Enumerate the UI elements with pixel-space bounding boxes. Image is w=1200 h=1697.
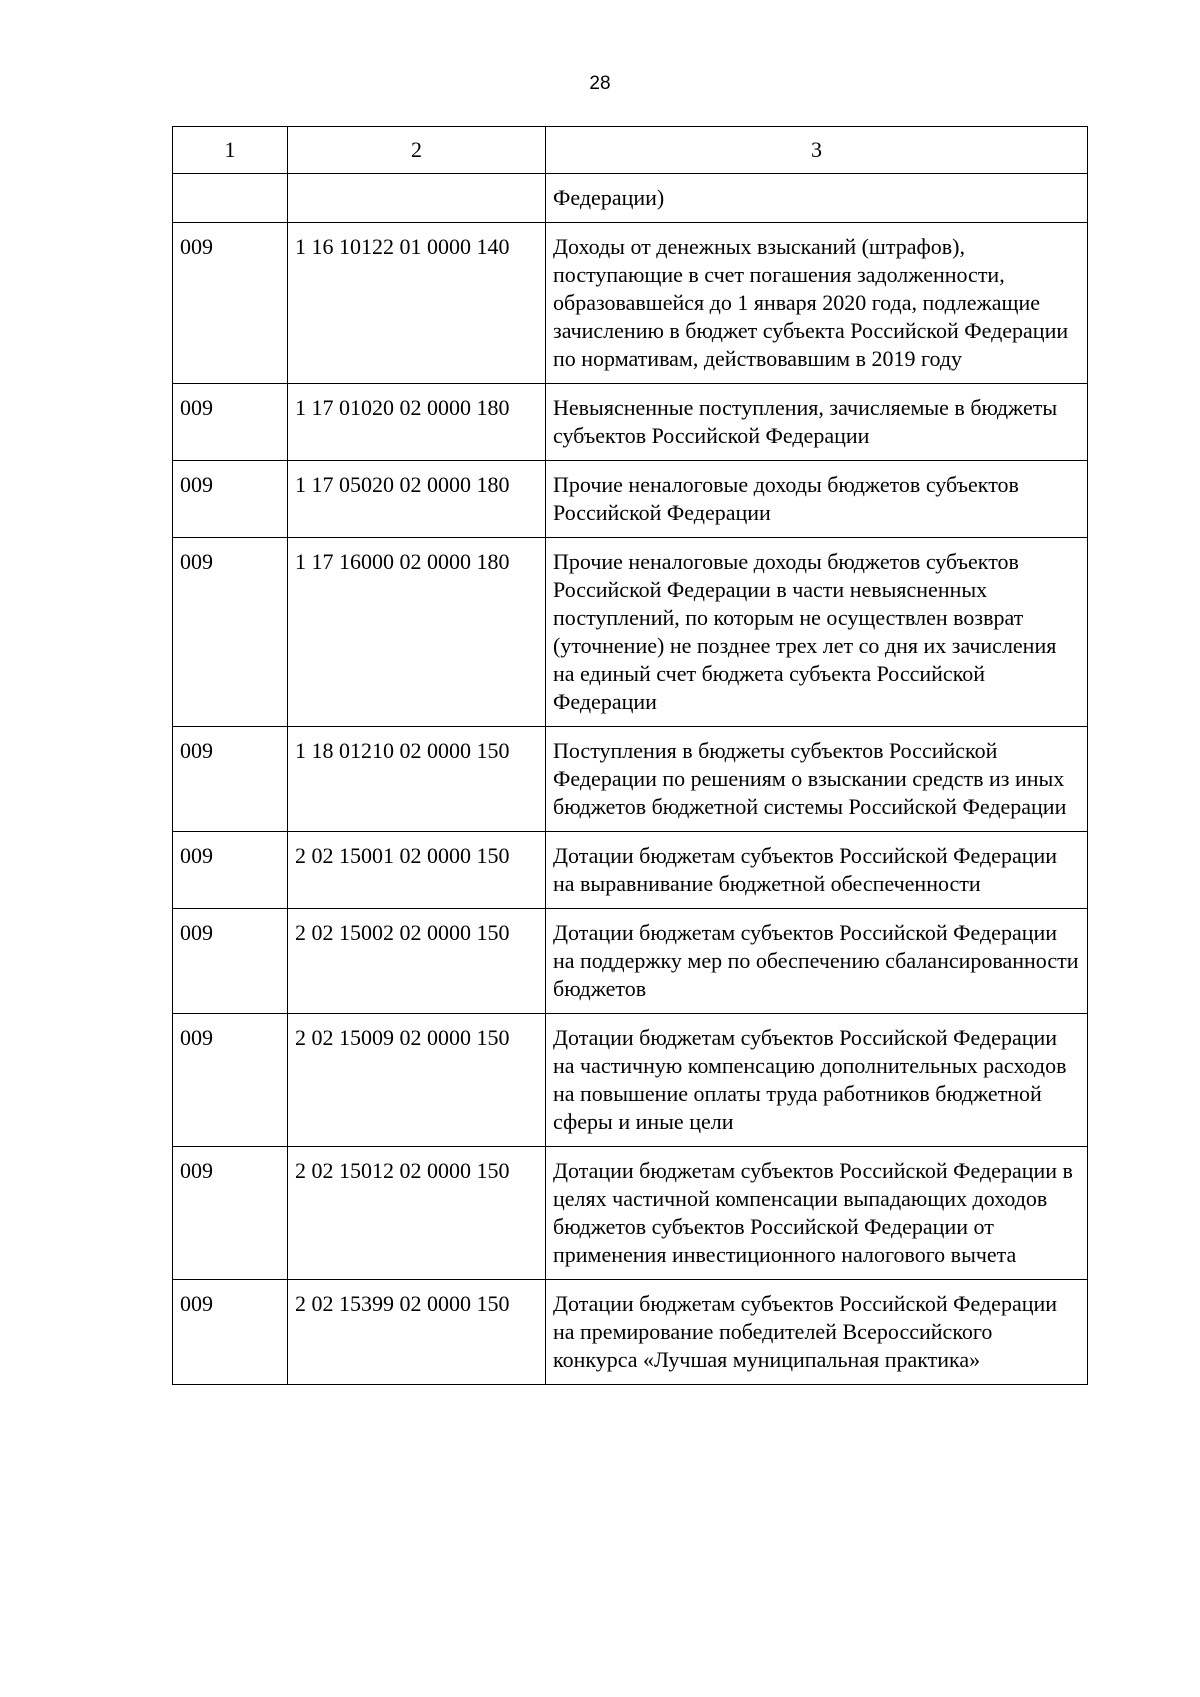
budget-code-cell: 2 02 15012 02 0000 150 <box>288 1147 546 1280</box>
description-cell: Дотации бюджетам субъектов Российской Федерации в целях частичной компенсации выпадающих доходов бюджетов субъектов Российской Федерации от применения инвестиционного налогового вычета <box>546 1147 1088 1280</box>
column-header-2: 2 <box>288 127 546 174</box>
admin-code-cell: 009 <box>173 1147 288 1280</box>
description-cell: Дотации бюджетам субъектов Российской Федерации на премирование победителей Всероссийского конкурса «Лучшая муниципальная практика» <box>546 1280 1088 1385</box>
admin-code-cell: 009 <box>173 1280 288 1385</box>
budget-code-cell: 1 17 01020 02 0000 180 <box>288 384 546 461</box>
budget-code-cell: 2 02 15002 02 0000 150 <box>288 909 546 1014</box>
admin-code-cell: 009 <box>173 909 288 1014</box>
admin-code-cell <box>173 174 288 223</box>
table-row <box>173 727 1088 832</box>
admin-code-cell: 009 <box>173 461 288 538</box>
table-row <box>173 538 1088 727</box>
budget-revenue-table <box>172 126 1088 1385</box>
table-row <box>173 832 1088 909</box>
table-row <box>173 1147 1088 1280</box>
table-row <box>173 223 1088 384</box>
description-cell: Федерации) <box>546 174 1088 223</box>
description-cell: Дотации бюджетам субъектов Российской Федерации на частичную компенсацию дополнительных расходов на повышение оплаты труда работников бюджетной сферы и иные цели <box>546 1014 1088 1147</box>
table-row <box>173 461 1088 538</box>
column-header-1: 1 <box>173 127 288 174</box>
description-cell: Поступления в бюджеты субъектов Российской Федерации по решениям о взыскании средств из иных бюджетов бюджетной системы Российской Федерации <box>546 727 1088 832</box>
table-row <box>173 1280 1088 1385</box>
budget-code-cell: 2 02 15001 02 0000 150 <box>288 832 546 909</box>
description-cell: Дотации бюджетам субъектов Российской Федерации на выравнивание бюджетной обеспеченности <box>546 832 1088 909</box>
budget-code-cell: 1 16 10122 01 0000 140 <box>288 223 546 384</box>
page-number: 28 <box>589 73 611 94</box>
column-header-3: 3 <box>546 127 1088 174</box>
description-cell: Дотации бюджетам субъектов Российской Федерации на поддержку мер по обеспечению сбалансированности бюджетов <box>546 909 1088 1014</box>
table-row <box>173 174 1088 223</box>
description-cell: Доходы от денежных взысканий (штрафов), поступающие в счет погашения задолженности, образовавшейся до 1 января 2020 года, подлежащие зачислению в бюджет субъекта Российской Федерации по нормативам, действовавшим в 2019 году <box>546 223 1088 384</box>
table-row <box>173 1014 1088 1147</box>
table-row <box>173 384 1088 461</box>
admin-code-cell: 009 <box>173 223 288 384</box>
admin-code-cell: 009 <box>173 1014 288 1147</box>
admin-code-cell: 009 <box>173 727 288 832</box>
admin-code-cell: 009 <box>173 384 288 461</box>
description-cell: Прочие неналоговые доходы бюджетов субъектов Российской Федерации в части невыясненных поступлений, по которым не осуществлен возврат (уточнение) не позднее трех лет со дня их зачисления на единый счет бюджета субъекта Российской Федерации <box>546 538 1088 727</box>
description-cell: Невыясненные поступления, зачисляемые в бюджеты субъектов Российской Федерации <box>546 384 1088 461</box>
budget-code-cell <box>288 174 546 223</box>
budget-code-cell: 1 17 05020 02 0000 180 <box>288 461 546 538</box>
table-header-row <box>173 127 1088 174</box>
budget-code-cell: 2 02 15009 02 0000 150 <box>288 1014 546 1147</box>
budget-code-cell: 1 17 16000 02 0000 180 <box>288 538 546 727</box>
budget-code-cell: 2 02 15399 02 0000 150 <box>288 1280 546 1385</box>
budget-code-cell: 1 18 01210 02 0000 150 <box>288 727 546 832</box>
table-row <box>173 909 1088 1014</box>
admin-code-cell: 009 <box>173 832 288 909</box>
description-cell: Прочие неналоговые доходы бюджетов субъектов Российской Федерации <box>546 461 1088 538</box>
admin-code-cell: 009 <box>173 538 288 727</box>
